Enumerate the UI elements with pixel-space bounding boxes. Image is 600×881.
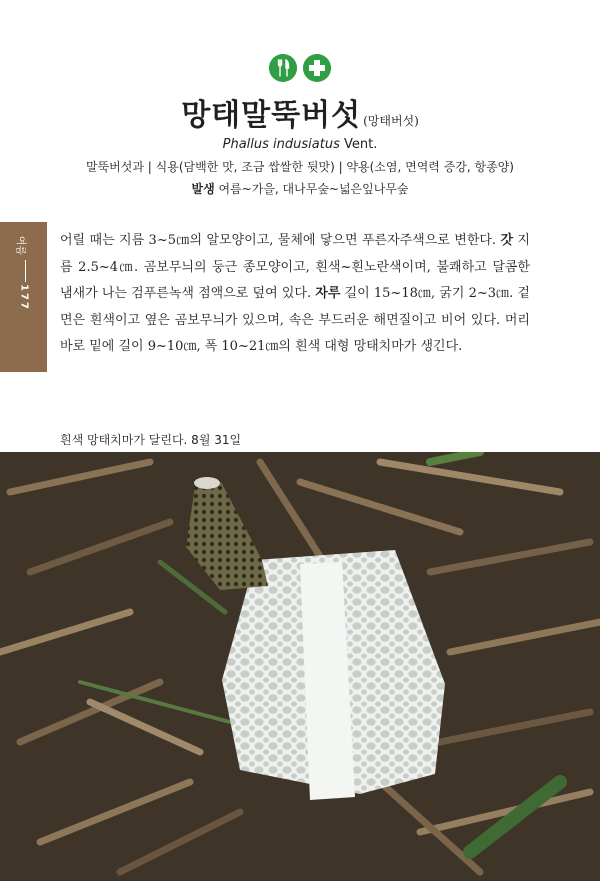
cap-tip [194,477,220,489]
intro-text: 어릴 때는 지름 3~5㎝의 알모양이고, 물체에 닿으면 푸른자주색으로 변한다. [60,233,501,248]
usage-icons [0,54,600,82]
alternate-name: (망태버섯) [363,114,419,128]
tab-divider [25,260,26,282]
page-side-tab [0,222,47,372]
season-value: 여름~가을, 대나무숲~넓은잎나무숲 [214,182,409,196]
edible-icon [269,54,297,82]
season-label: 발생 [191,182,215,196]
mushroom-title [0,90,600,134]
stem-text: 길이 15~18㎝, 굵기 2~3㎝. 겉면은 흰색이고 옆은 곰보무늬가 있으며, 속은 부드러운 해면질이고 비어 있다. 머리 바로 밑에 길이 9~10㎝, 폭 10~21㎝의 흰색 대형 망태치마가 생긴다. [60,286,530,354]
photo-caption: 흰색 망태치마가 달린다. 8월 31일 [60,433,242,447]
cap-text: 지름 2.5~4㎝. 곰보무늬의 둥근 종모양이고, 흰색~흰노란색이며, 불쾌하고 달콤한 냄새가 나는 검푸른녹색 점액으로 덮여 있다. [60,233,530,301]
page-number: 177 [18,284,30,311]
cap-label: 갓 [500,233,514,248]
season-line [0,180,600,197]
korean-name: 망태말뚝버섯 [181,98,362,133]
season-category: 여름 [14,235,26,256]
mushroom-photo [0,452,600,881]
classification-line: 말뚝버섯과 | 식용(담백한 맛, 조금 쌉쌀한 뒷맛) | 약용(소염, 면역력 증강, 항종양) [86,160,514,174]
stem-label: 자루 [315,286,341,301]
latin-name: Phallus indusiatus [222,137,340,152]
description-text [60,228,530,361]
scientific-name [0,137,600,152]
author-name: Vent. [339,137,378,152]
medicinal-icon [303,54,331,82]
